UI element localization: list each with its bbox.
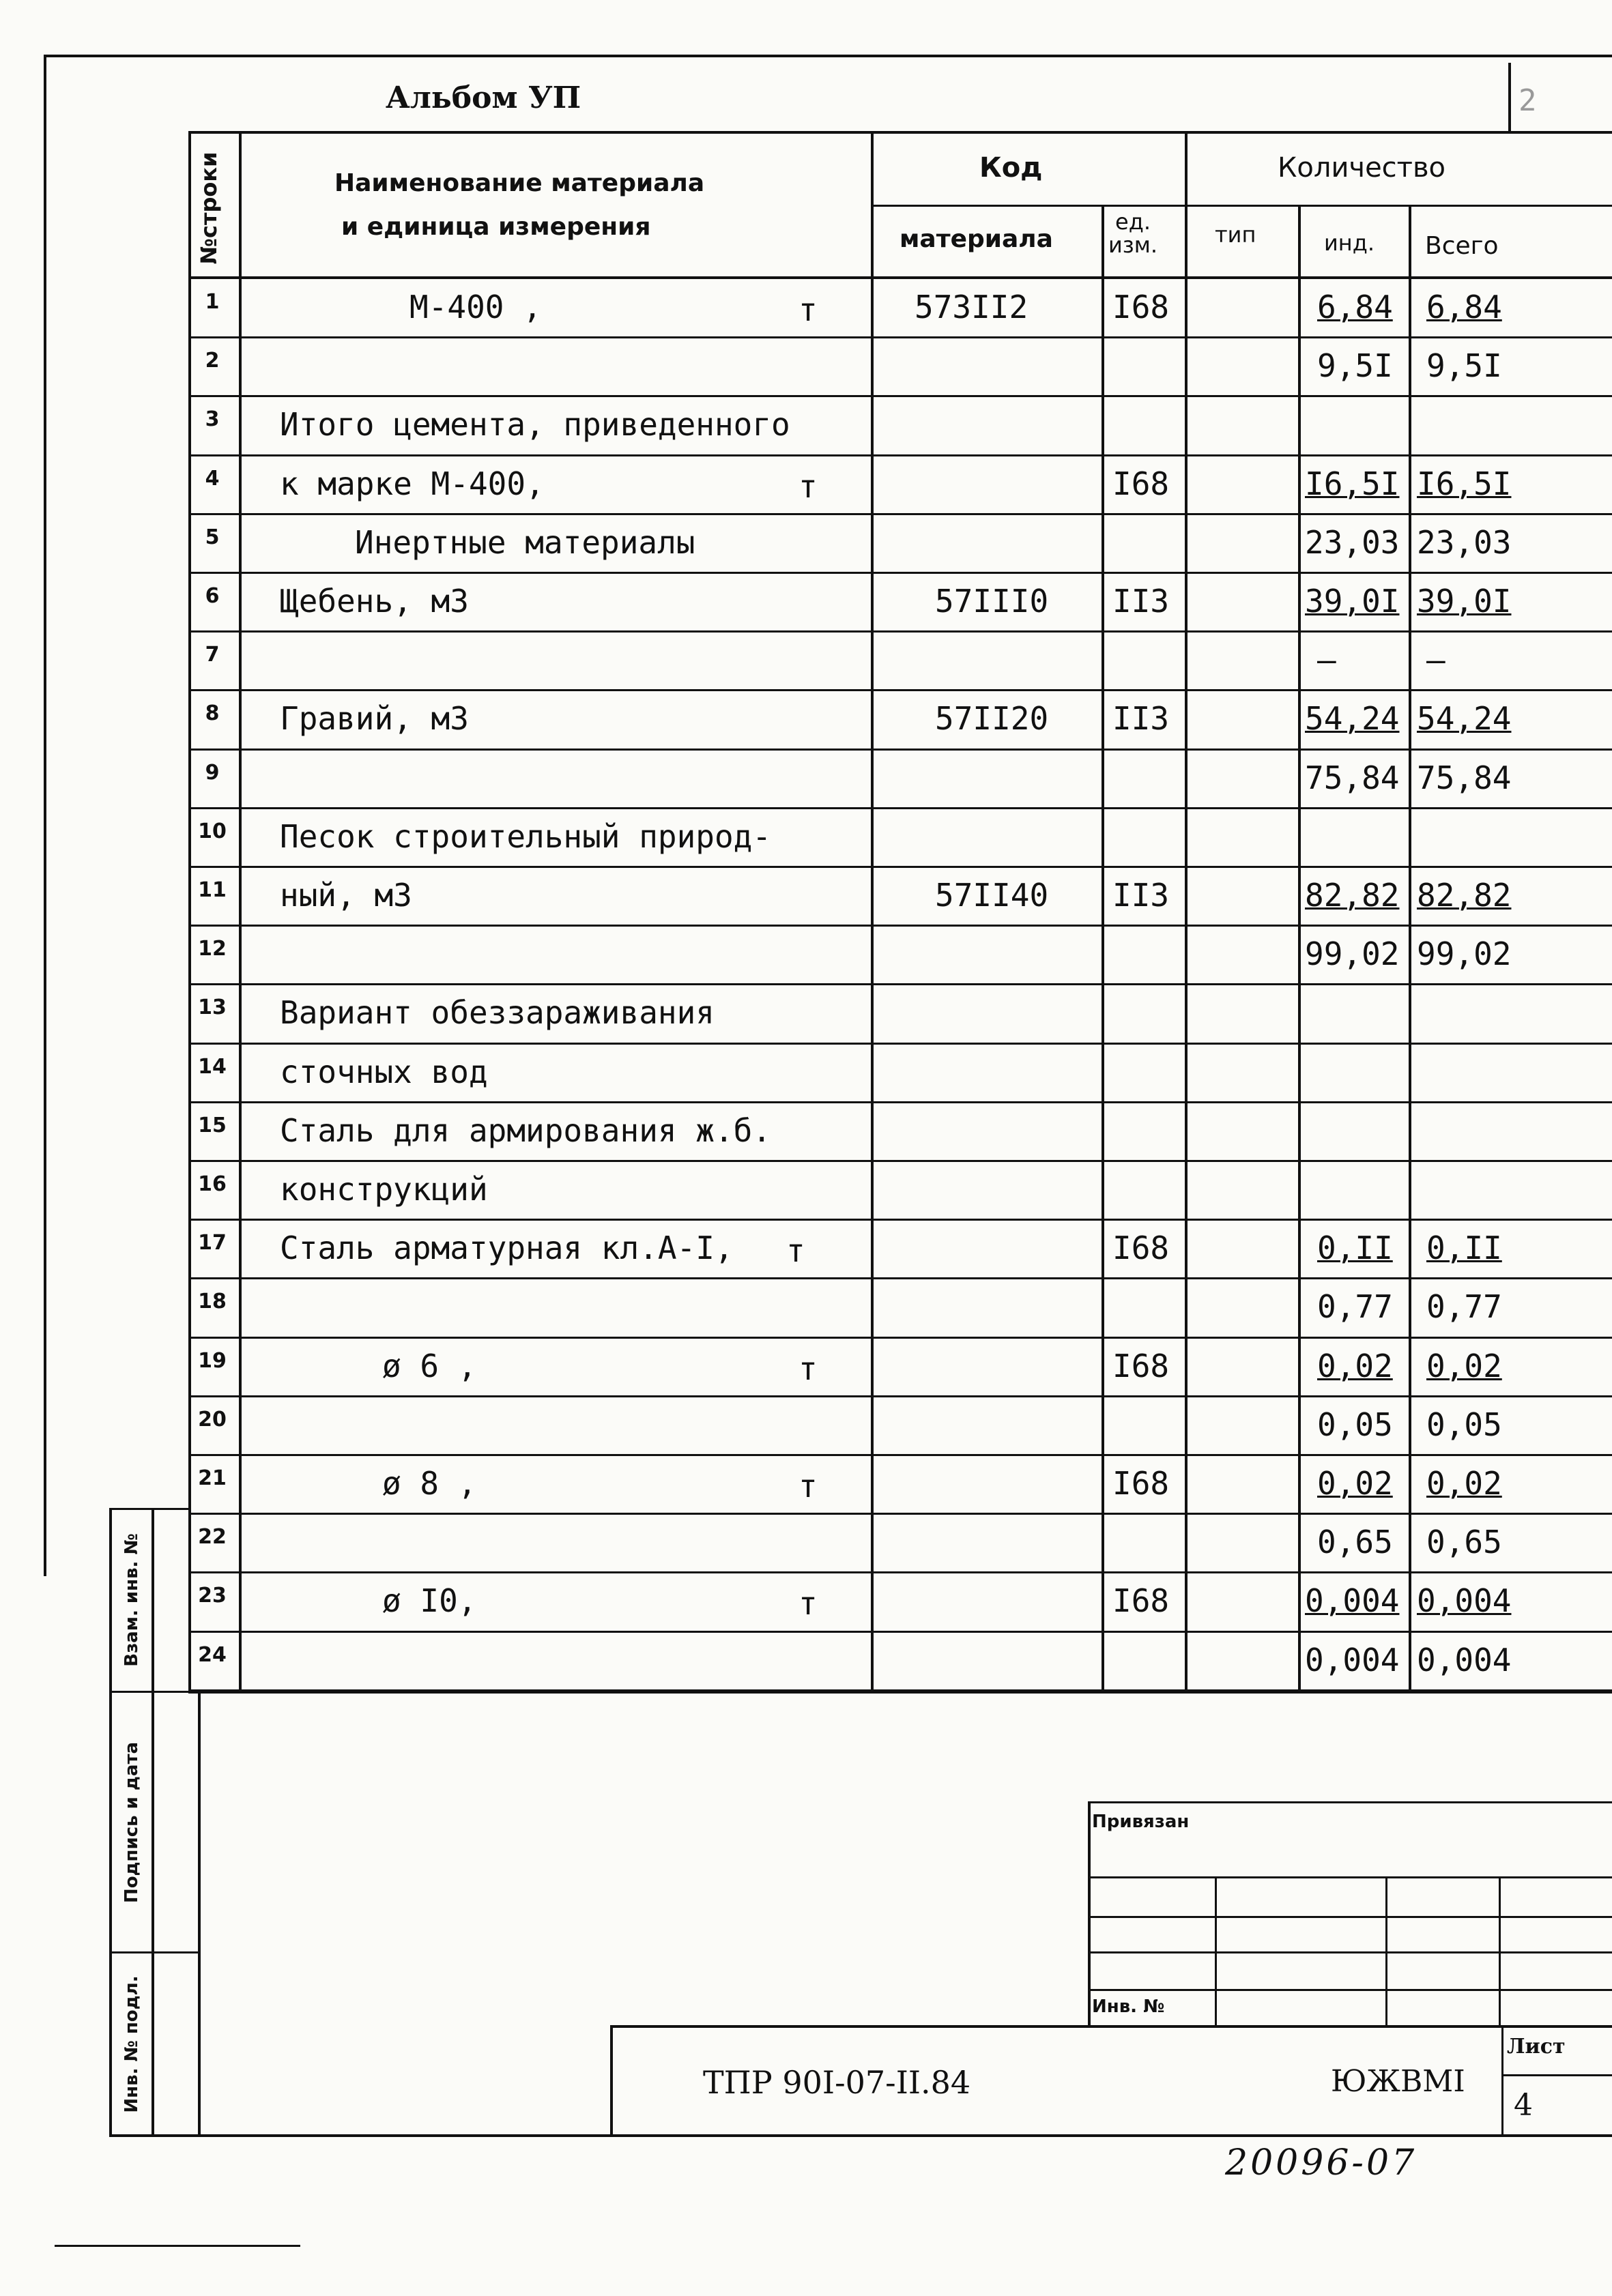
quantity-ind: 0,II bbox=[1317, 1230, 1393, 1266]
row-number: 7 bbox=[205, 643, 220, 667]
quantity-total: 0,II bbox=[1426, 1230, 1502, 1266]
material-code: 57III0 bbox=[935, 583, 1049, 620]
quantity-total: 75,84 bbox=[1417, 759, 1512, 796]
bind-privyazan-label: Привязан bbox=[1092, 1812, 1190, 1832]
material-code: 573II2 bbox=[915, 289, 1028, 325]
quantity-ind: 0,004 bbox=[1305, 1642, 1400, 1679]
row-number: 5 bbox=[205, 525, 220, 549]
sheet-number: 4 bbox=[1514, 2088, 1533, 2123]
row-number: 8 bbox=[205, 701, 220, 725]
row-number: 19 bbox=[198, 1349, 227, 1373]
unit-code: I68 bbox=[1112, 289, 1170, 325]
material-name: сточных вод bbox=[280, 1053, 488, 1090]
material-name: Итого цемента, приведенного bbox=[280, 406, 790, 443]
row-number: 4 bbox=[205, 467, 220, 491]
header-qty-ind: инд. bbox=[1324, 230, 1375, 256]
row-number: 15 bbox=[198, 1114, 227, 1137]
quantity-total: 0,004 bbox=[1417, 1642, 1512, 1679]
quantity-total: 0,65 bbox=[1426, 1524, 1502, 1560]
row-number: 22 bbox=[198, 1525, 227, 1549]
quantity-ind: 0,05 bbox=[1317, 1406, 1393, 1443]
quantity-total: 39,0I bbox=[1417, 583, 1512, 620]
material-name: ный, м3 bbox=[280, 877, 412, 914]
row-number: 10 bbox=[198, 819, 227, 843]
handwritten-number: 20096-07 bbox=[1225, 2142, 1417, 2183]
row-number: 1 bbox=[205, 290, 220, 314]
quantity-total: 9,5I bbox=[1426, 347, 1502, 384]
stamp-vzam-inv: Взам. инв. № bbox=[121, 1533, 142, 1667]
quantity-total: 6,84 bbox=[1426, 289, 1502, 325]
row-number: 21 bbox=[198, 1466, 227, 1490]
unit-code: II3 bbox=[1112, 700, 1170, 737]
quantity-ind: 0,02 bbox=[1317, 1348, 1393, 1384]
quantity-ind: 75,84 bbox=[1305, 759, 1400, 796]
album-title: Альбом УП bbox=[386, 81, 581, 115]
material-name: М-400 , bbox=[409, 289, 542, 325]
row-number: 2 bbox=[205, 349, 220, 373]
material-name: Инертные материалы bbox=[355, 524, 695, 561]
stamp-podpis-data: Подпись и дата bbox=[121, 1741, 142, 1904]
header-name-line2: и единица измерения bbox=[341, 213, 651, 241]
material-name: Песок строительный природ- bbox=[280, 818, 772, 855]
unit-code: II3 bbox=[1112, 877, 1170, 914]
header-code-group: Код bbox=[979, 152, 1043, 184]
quantity-ind: 23,03 bbox=[1305, 524, 1400, 561]
unit-code: I68 bbox=[1112, 1465, 1170, 1502]
quantity-ind: 9,5I bbox=[1317, 347, 1393, 384]
quantity-total: I6,5I bbox=[1417, 465, 1512, 502]
row-number: 24 bbox=[198, 1643, 227, 1667]
material-name: Сталь для армирования ж.б. bbox=[280, 1112, 772, 1149]
material-unit: т bbox=[798, 1468, 818, 1505]
row-number: 9 bbox=[205, 761, 220, 785]
header-name-line1: Наименование материала bbox=[334, 169, 705, 197]
quantity-total: 0,02 bbox=[1426, 1465, 1502, 1502]
quantity-total: 23,03 bbox=[1417, 524, 1512, 561]
page-corner-number: 2 bbox=[1519, 83, 1537, 118]
material-name: ø 6 , bbox=[382, 1348, 477, 1384]
document-short-code: ЮЖВМI bbox=[1331, 2064, 1465, 2099]
unit-code: I68 bbox=[1112, 465, 1170, 502]
header-row-number: №строки bbox=[196, 151, 222, 265]
quantity-ind: 0,02 bbox=[1317, 1465, 1393, 1502]
material-name: ø 8 , bbox=[382, 1465, 477, 1502]
material-unit: т bbox=[798, 1585, 818, 1622]
row-number: 13 bbox=[198, 996, 227, 1019]
row-number: 14 bbox=[198, 1055, 227, 1079]
row-number: 11 bbox=[198, 878, 227, 902]
material-name: конструкций bbox=[280, 1171, 488, 1208]
quantity-ind: I6,5I bbox=[1305, 465, 1400, 502]
quantity-ind: 54,24 bbox=[1305, 700, 1400, 737]
stamp-inv-podl: Инв. № подл. bbox=[121, 1975, 142, 2113]
quantity-total: 54,24 bbox=[1417, 700, 1512, 737]
row-number: 6 bbox=[205, 584, 220, 608]
material-code: 57II20 bbox=[935, 700, 1049, 737]
material-name: Гравий, м3 bbox=[280, 700, 469, 737]
quantity-ind: – bbox=[1317, 641, 1336, 678]
sheet-label: Лист bbox=[1507, 2035, 1566, 2059]
quantity-total: 0,02 bbox=[1426, 1348, 1502, 1384]
material-name: к марке М-400, bbox=[280, 465, 545, 502]
material-unit: т bbox=[798, 468, 818, 505]
document-code: ТПР 90I-07-II.84 bbox=[703, 2064, 971, 2101]
bind-inv-no-label: Инв. № bbox=[1092, 1996, 1165, 2017]
unit-code: I68 bbox=[1112, 1348, 1170, 1384]
quantity-ind: 99,02 bbox=[1305, 935, 1400, 972]
material-unit: т bbox=[798, 291, 818, 328]
row-number: 20 bbox=[198, 1408, 227, 1432]
material-name: Сталь арматурная кл.А-I, bbox=[280, 1230, 734, 1266]
quantity-total: 0,004 bbox=[1417, 1582, 1512, 1619]
unit-code: I68 bbox=[1112, 1230, 1170, 1266]
material-name: Вариант обеззараживания bbox=[280, 994, 715, 1031]
quantity-total: – bbox=[1426, 641, 1445, 678]
quantity-ind: 0,77 bbox=[1317, 1288, 1393, 1325]
header-code-material: материала bbox=[899, 225, 1053, 253]
unit-code: II3 bbox=[1112, 583, 1170, 620]
header-quantity-group: Количество bbox=[1278, 152, 1446, 184]
row-number: 23 bbox=[198, 1584, 227, 1608]
header-code-unit: ед. изм. bbox=[1108, 209, 1158, 258]
quantity-ind: 6,84 bbox=[1317, 289, 1393, 325]
quantity-total: 0,05 bbox=[1426, 1406, 1502, 1443]
quantity-ind: 0,004 bbox=[1305, 1582, 1400, 1619]
material-unit: т bbox=[798, 1350, 818, 1387]
quantity-total: 99,02 bbox=[1417, 935, 1512, 972]
material-name: Щебень, м3 bbox=[280, 583, 469, 620]
quantity-total: 82,82 bbox=[1417, 877, 1512, 914]
material-name: ø I0, bbox=[382, 1582, 477, 1619]
quantity-ind: 82,82 bbox=[1305, 877, 1400, 914]
unit-code: I68 bbox=[1112, 1582, 1170, 1619]
row-number: 3 bbox=[205, 407, 220, 431]
header-qty-type: тип bbox=[1215, 222, 1256, 248]
material-unit: т bbox=[786, 1232, 805, 1269]
row-number: 18 bbox=[198, 1290, 227, 1313]
quantity-ind: 0,65 bbox=[1317, 1524, 1393, 1560]
row-number: 17 bbox=[198, 1231, 227, 1255]
material-code: 57II40 bbox=[935, 877, 1049, 914]
quantity-ind: 39,0I bbox=[1305, 583, 1400, 620]
row-number: 16 bbox=[198, 1172, 227, 1196]
quantity-total: 0,77 bbox=[1426, 1288, 1502, 1325]
header-qty-total: Всего bbox=[1425, 232, 1499, 260]
row-number: 12 bbox=[198, 937, 227, 961]
